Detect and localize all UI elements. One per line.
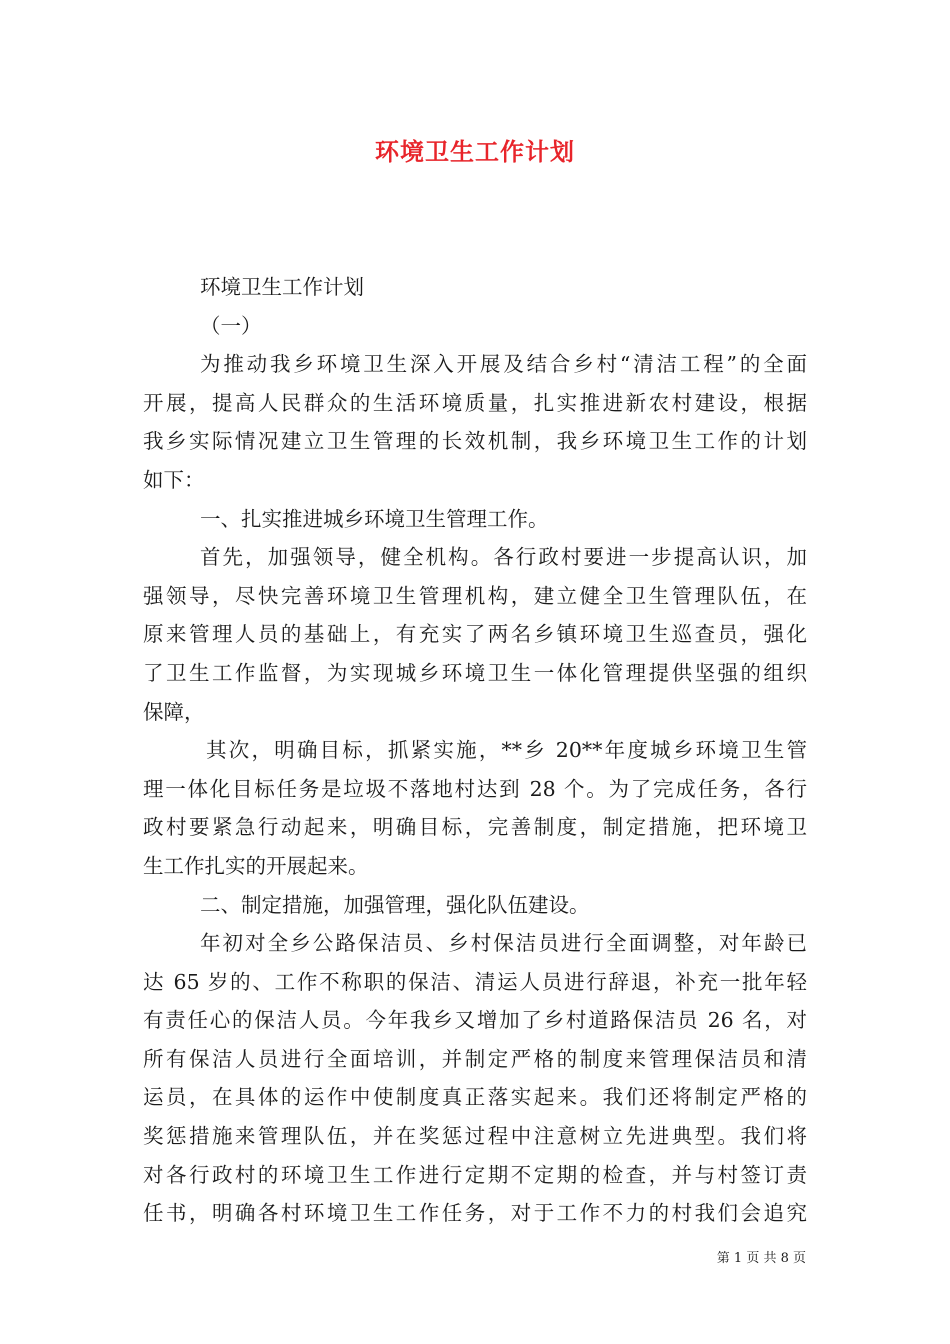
paragraph-line: 奖惩措施来管理队伍，并在奖惩过程中注意树立先进典型。我们将 [143,1124,807,1149]
paragraph-line: 运员，在具体的运作中使制度真正落实起来。我们还将制定严格的 [143,1085,807,1110]
paragraph-line: 理一体化目标任务是垃圾不落地村达到 28 个。为了完成任务，各行 [143,776,807,801]
paragraph-line: 为推动我乡环境卫生深入开展及结合乡村“清洁工程”的全面 [200,352,807,377]
paragraph-line: 年初对全乡公路保洁员、乡村保洁员进行全面调整，对年龄已 [200,931,807,956]
paragraph-line: 达 65 岁的、工作不称职的保洁、清运人员进行辞退，补充一批年轻 [143,969,807,994]
paragraph-line: 对各行政村的环境卫生工作进行定期不定期的检查，并与村签订责 [143,1162,807,1187]
section-marker: （一） [200,313,262,338]
paragraph-line: 我乡实际情况建立卫生管理的长效机制，我乡环境卫生工作的计划 [143,429,807,454]
paragraph-line: 保障， [143,699,205,724]
document-body [143,268,807,1233]
paragraph-line: 首先，加强领导，健全机构。各行政村要进一步提高认识，加 [200,545,807,570]
paragraph-line: 原来管理人员的基础上，有充实了两名乡镇环境卫生巡查员，强化 [143,622,807,647]
paragraph-line: 如下： [143,467,205,492]
page-number-indicator: 第 1 页 共 8 页 [716,1251,806,1266]
subheading-line: 一、扎实推进城乡环境卫生管理工作。 [200,506,549,531]
body-heading: 环境卫生工作计划 [200,275,364,299]
paragraph-line: 所有保洁人员进行全面培训，并制定严格的制度来管理保洁员和清 [143,1046,807,1071]
paragraph-line: 任书，明确各村环境卫生工作任务，对于工作不力的村我们会追究 [143,1201,807,1226]
document-title: 环境卫生工作计划 [375,137,575,166]
paragraph-line: 生工作扎实的开展起来。 [143,853,369,878]
paragraph-line: 了卫生工作监督，为实现城乡环境卫生一体化管理提供坚强的组织 [143,660,807,685]
paragraph-line: 有责任心的保洁人员。今年我乡又增加了乡村道路保洁员 26 名，对 [143,1008,807,1033]
paragraph-line: 强领导，尽快完善环境卫生管理机构，建立健全卫生管理队伍，在 [143,583,807,608]
paragraph-line: 政村要紧急行动起来，明确目标，完善制度，制定措施，把环境卫 [143,815,807,840]
paragraph-line: 开展，提高人民群众的生活环境质量，扎实推进新农村建设，根据 [143,390,807,415]
subheading-line: 二、制定措施，加强管理，强化队伍建设。 [200,892,590,917]
paragraph-line: 其次，明确目标，抓紧实施，**乡 20**年度城乡环境卫生管 [206,738,807,763]
